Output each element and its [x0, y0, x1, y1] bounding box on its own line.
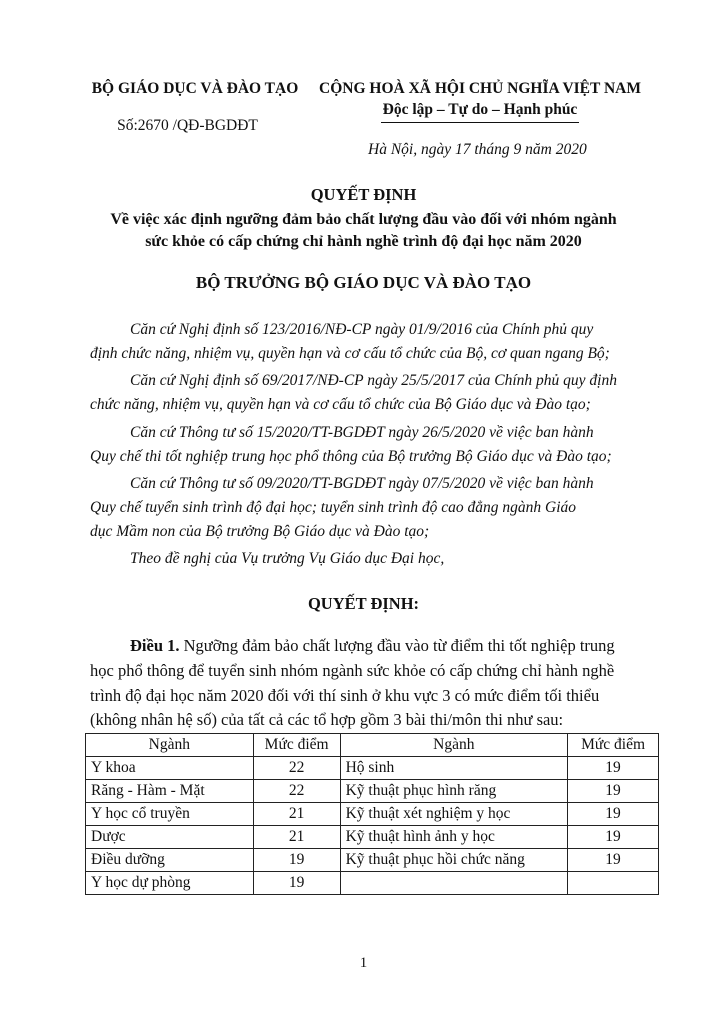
- major-cell: Kỹ thuật hình ảnh y học: [340, 826, 568, 849]
- major-cell: Kỹ thuật phục hình răng: [340, 780, 568, 803]
- table-row: [86, 757, 659, 780]
- major-cell: [340, 872, 568, 895]
- subject-line-1: Về việc xác định ngưỡng đảm bảo chất lượng đầu vào đối với nhóm ngành: [110, 211, 617, 228]
- major-cell: Kỹ thuật phục hồi chức năng: [340, 849, 568, 872]
- major-cell: Điều dưỡng: [86, 849, 254, 872]
- preamble-line: Theo đề nghị của Vụ trưởng Vụ Giáo dục Đại học,: [130, 550, 445, 567]
- major-cell: Răng - Hàm - Mặt: [86, 780, 254, 803]
- score-cell: 22: [253, 757, 340, 780]
- article-1-line-1: [130, 636, 615, 656]
- major-cell: Dược: [86, 826, 254, 849]
- authority-title: BỘ TRƯỞNG BỘ GIÁO DỤC VÀ ĐÀO TẠO: [195, 273, 532, 292]
- table-row: [86, 849, 659, 872]
- national-motto: Độc lập – Tự do – Hạnh phúc: [382, 101, 578, 118]
- table-row: [86, 803, 659, 826]
- decision-heading: QUYẾT ĐỊNH:: [307, 594, 420, 613]
- motto-underline: [381, 122, 579, 123]
- subject-line-2: sức khỏe có cấp chứng chỉ hành nghề trình độ đại học năm 2020: [145, 233, 582, 250]
- preamble-line: dục Mầm non của Bộ trưởng Bộ Giáo dục và Đào tạo;: [90, 523, 430, 540]
- article-1-text: Ngưỡng đảm bảo chất lượng đầu vào từ điểm thi tốt nghiệp trung: [183, 636, 615, 655]
- article-1-line-2: học phổ thông để tuyển sinh nhóm ngành sức khỏe có cấp chứng chỉ hành nghề: [90, 661, 615, 680]
- score-cell: 22: [253, 780, 340, 803]
- republic-name: CỘNG HOÀ XÃ HỘI CHỦ NGHĨA VIỆT NAM: [319, 80, 641, 97]
- score-cell: 21: [253, 826, 340, 849]
- preamble-line: chức năng, nhiệm vụ, quyền hạn và cơ cấu tổ chức của Bộ Giáo dục và Đào tạo;: [90, 396, 591, 413]
- table-row: [86, 872, 659, 895]
- score-cell: 19: [568, 803, 659, 826]
- column-header: Mức điểm: [568, 734, 659, 757]
- score-cell: 19: [253, 849, 340, 872]
- preamble-line: định chức năng, nhiệm vụ, quyền hạn và cơ cấu tổ chức của Bộ, cơ quan ngang Bộ;: [90, 345, 610, 362]
- table-row: [86, 826, 659, 849]
- preamble-line: Quy chế thi tốt nghiệp trung học phổ thông của Bộ trưởng Bộ Giáo dục và Đào tạo;: [90, 448, 612, 465]
- article-1-label: Điều 1.: [130, 636, 180, 655]
- table-header-row: [86, 734, 659, 757]
- score-cell: [568, 872, 659, 895]
- preamble-line: Căn cứ Thông tư số 15/2020/TT-BGDĐT ngày 26/5/2020 về việc ban hành: [130, 424, 594, 441]
- major-cell: Y học cổ truyền: [86, 803, 254, 826]
- issue-date: Hà Nội, ngày 17 tháng 9 năm 2020: [368, 141, 587, 158]
- major-cell: Y học dự phòng: [86, 872, 254, 895]
- document-title: QUYẾT ĐỊNH: [310, 185, 417, 204]
- major-cell: Hộ sinh: [340, 757, 568, 780]
- article-1-line-3: trình độ đại học năm 2020 đối với thí sinh ở khu vực 3 có mức điểm tối thiểu: [90, 686, 600, 705]
- article-1-line-4: (không nhân hệ số) của tất cả các tổ hợp gồm 3 bài thi/môn thi như sau:: [90, 710, 564, 729]
- preamble-line: Quy chế tuyển sinh trình độ đại học; tuyển sinh trình độ cao đẳng ngành Giáo: [90, 499, 577, 516]
- document-number: Số:2670 /QĐ-BGDĐT: [117, 117, 258, 134]
- score-cell: 19: [568, 849, 659, 872]
- score-cell: 19: [568, 826, 659, 849]
- page-number: 1: [359, 955, 368, 971]
- preamble-line: Căn cứ Nghị định số 123/2016/NĐ-CP ngày 01/9/2016 của Chính phủ quy: [130, 321, 594, 338]
- preamble-line: Căn cứ Thông tư số 09/2020/TT-BGDĐT ngày 07/5/2020 về việc ban hành: [130, 475, 594, 492]
- major-cell: Y khoa: [86, 757, 254, 780]
- column-header: Ngành: [340, 734, 568, 757]
- score-table: [85, 733, 659, 895]
- major-cell: Kỹ thuật xét nghiệm y học: [340, 803, 568, 826]
- score-cell: 21: [253, 803, 340, 826]
- column-header: Mức điểm: [253, 734, 340, 757]
- ministry-name: BỘ GIÁO DỤC VÀ ĐÀO TẠO: [91, 80, 299, 97]
- score-cell: 19: [568, 757, 659, 780]
- column-header: Ngành: [86, 734, 254, 757]
- score-cell: 19: [253, 872, 340, 895]
- preamble-line: Căn cứ Nghị định số 69/2017/NĐ-CP ngày 25/5/2017 của Chính phủ quy định: [130, 372, 617, 389]
- score-cell: 19: [568, 780, 659, 803]
- table-row: [86, 780, 659, 803]
